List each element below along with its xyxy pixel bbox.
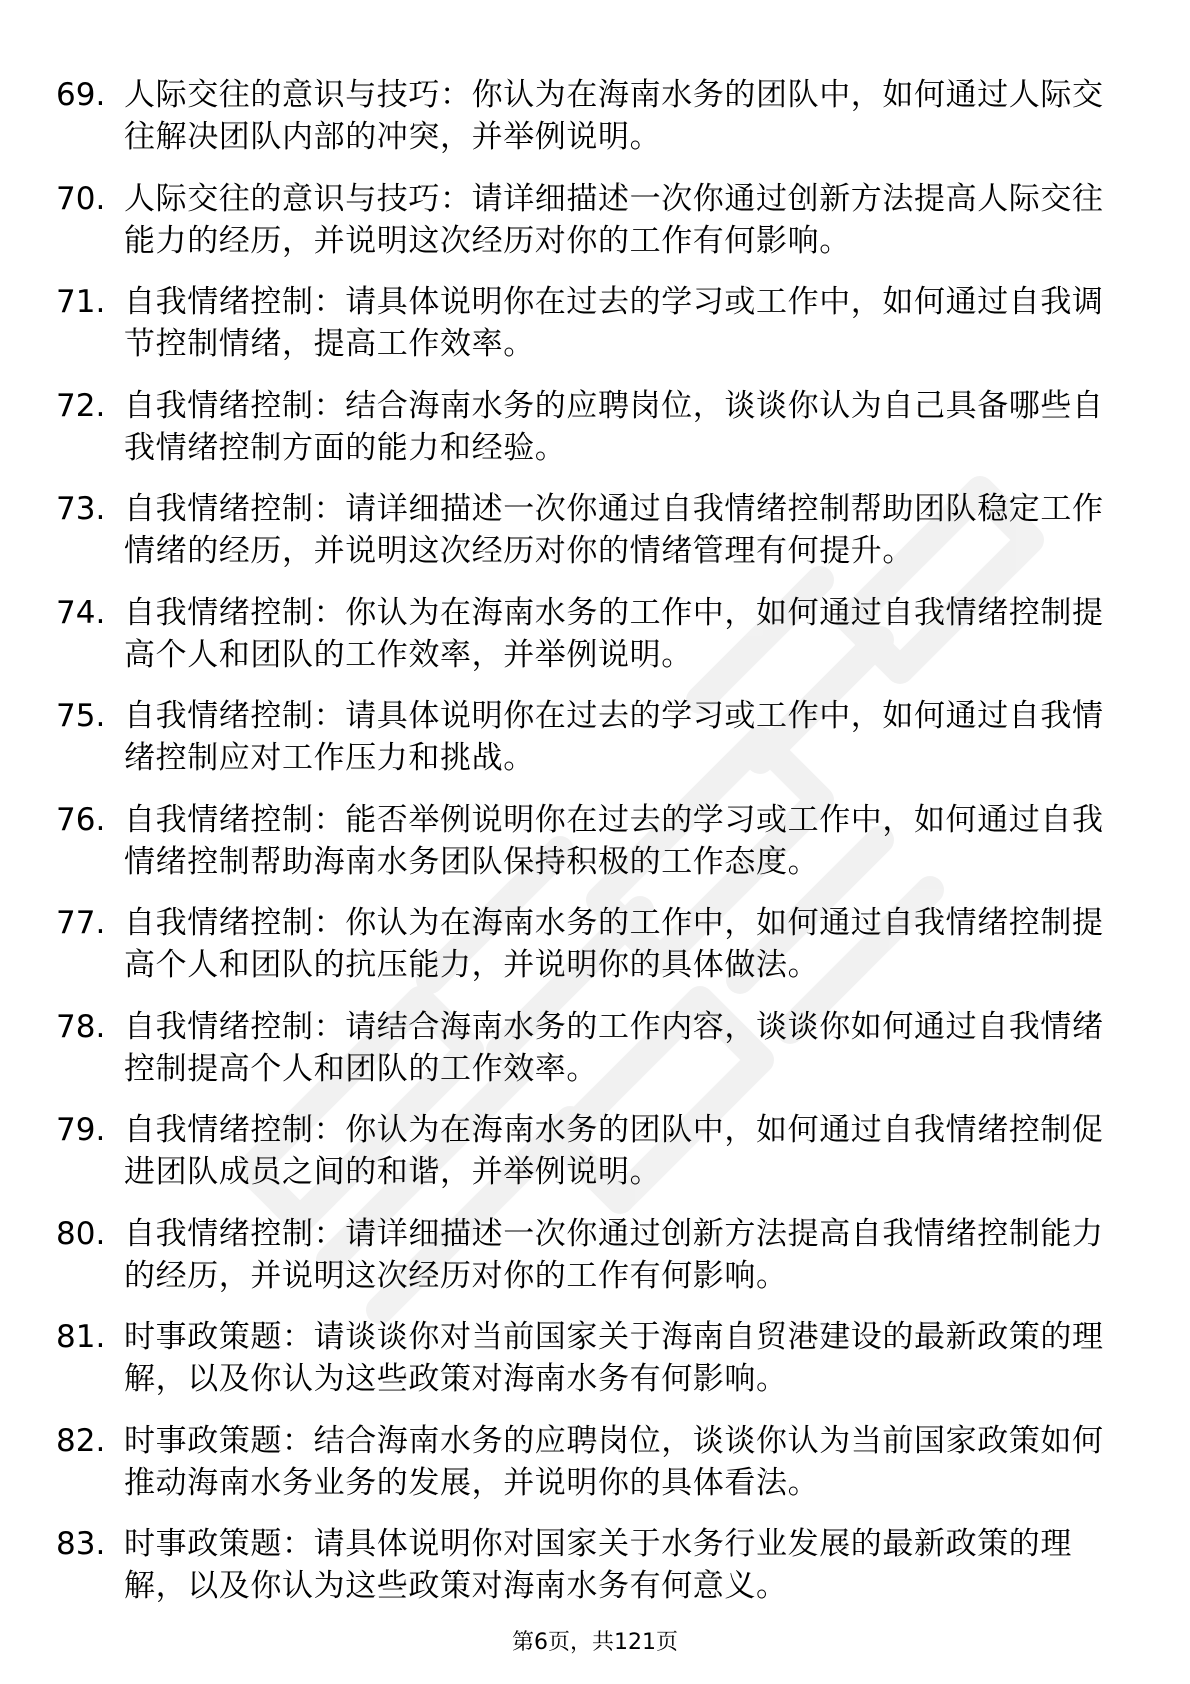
question-text: 自我情绪控制：请具体说明你在过去的学习或工作中，如何通过自我情绪控制应对工作压力和挑战。 <box>124 698 1104 776</box>
question-item <box>56 902 1136 1006</box>
question-number: 73. <box>56 491 106 527</box>
question-text: 自我情绪控制：你认为在海南水务的团队中，如何通过自我情绪控制促进团队成员之间的和谐，并举例说明。 <box>124 1112 1104 1190</box>
question-number: 83. <box>56 1526 106 1562</box>
question-number: 82. <box>56 1422 106 1459</box>
question-text: 自我情绪控制：请具体说明你在过去的学习或工作中，如何通过自我调节控制情绪，提高工作效率。 <box>124 284 1104 362</box>
question-list <box>56 74 1136 1627</box>
question-item <box>56 1006 1136 1110</box>
question-item <box>56 1420 1136 1524</box>
question-text: 自我情绪控制：请结合海南水务的工作内容，谈谈你如何通过自我情绪控制提高个人和团队的工作效率。 <box>124 1008 1104 1087</box>
question-item <box>56 592 1136 696</box>
question-item <box>56 1109 1136 1213</box>
question-item <box>56 1316 1136 1420</box>
question-number: 76. <box>56 801 106 838</box>
question-text: 自我情绪控制：请详细描述一次你通过创新方法提高自我情绪控制能力的经历，并说明这次经历对你的工作有何影响。 <box>124 1215 1104 1294</box>
question-item <box>56 385 1136 489</box>
question-number: 77. <box>56 905 106 941</box>
question-item <box>56 74 1136 178</box>
question-number: 80. <box>56 1215 106 1252</box>
question-text: 时事政策题：请谈谈你对当前国家关于海南自贸港建设的最新政策的理解，以及你认为这些政策对海南水务有何影响。 <box>124 1319 1104 1397</box>
question-number: 74. <box>56 594 106 631</box>
question-text: 自我情绪控制：你认为在海南水务的工作中，如何通过自我情绪控制提高个人和团队的抗压能力，并说明你的具体做法。 <box>124 905 1104 983</box>
question-number: 69. <box>56 77 106 113</box>
question-item <box>56 695 1136 799</box>
question-number: 71. <box>56 284 106 320</box>
question-text: 人际交往的意识与技巧：你认为在海南水务的团队中，如何通过人际交往解决团队内部的冲突，并举例说明。 <box>124 77 1104 155</box>
question-number: 79. <box>56 1112 106 1148</box>
question-text: 自我情绪控制：能否举例说明你在过去的学习或工作中，如何通过自我情绪控制帮助海南水务团队保持积极的工作态度。 <box>124 801 1104 880</box>
question-text: 自我情绪控制：结合海南水务的应聘岗位，谈谈你认为自己具备哪些自我情绪控制方面的能力和经验。 <box>124 387 1104 466</box>
question-text: 自我情绪控制：请详细描述一次你通过自我情绪控制帮助团队稳定工作情绪的经历，并说明这次经历对你的情绪管理有何提升。 <box>124 491 1104 569</box>
question-number: 81. <box>56 1319 106 1355</box>
question-item <box>56 281 1136 385</box>
question-number: 75. <box>56 698 106 734</box>
question-text: 自我情绪控制：你认为在海南水务的工作中，如何通过自我情绪控制提高个人和团队的工作效率，并举例说明。 <box>124 594 1104 673</box>
question-item <box>56 488 1136 592</box>
question-item <box>56 178 1136 282</box>
question-number: 72. <box>56 387 106 424</box>
question-text: 时事政策题：请具体说明你对国家关于水务行业发展的最新政策的理解，以及你认为这些政策对海南水务有何意义。 <box>124 1526 1072 1604</box>
question-number: 78. <box>56 1008 106 1045</box>
question-text: 人际交往的意识与技巧：请详细描述一次你通过创新方法提高人际交往能力的经历，并说明这次经历对你的工作有何影响。 <box>124 180 1104 259</box>
question-item <box>56 1213 1136 1317</box>
question-text: 时事政策题：结合海南水务的应聘岗位，谈谈你认为当前国家政策如何推动海南水务业务的发展，并说明你的具体看法。 <box>124 1422 1104 1501</box>
question-item <box>56 1523 1136 1627</box>
question-item <box>56 799 1136 903</box>
page-number-footer: 第6页，共121页 <box>512 1630 678 1655</box>
question-number: 70. <box>56 180 106 217</box>
